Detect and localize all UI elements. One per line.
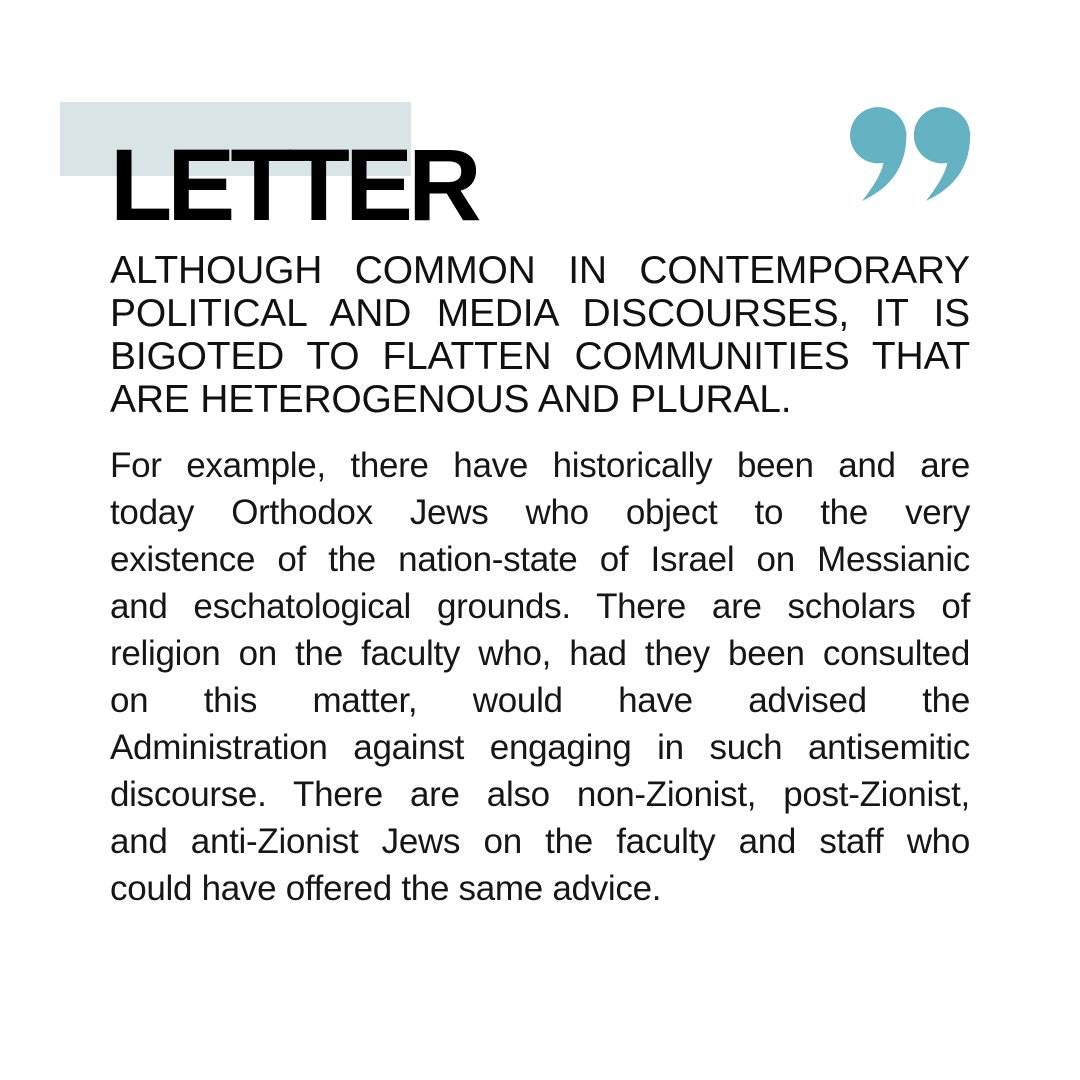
closing-double-quote-icon: [850, 106, 972, 202]
subheading-line: ALTHOUGH COMMON IN CONTEMPORARY: [110, 249, 970, 292]
page-title: LETTER: [110, 128, 477, 242]
subheading-line: BIGOTED TO FLATTEN COMMUNITIES THAT: [110, 335, 970, 378]
body-line: and anti-Zionist Jews on the faculty and staff who: [110, 822, 970, 861]
subheading-line: ARE HETEROGENOUS AND PLURAL.: [110, 378, 792, 421]
subheading: [110, 249, 970, 421]
body-line: today Orthodox Jews who object to the very: [110, 493, 970, 532]
body-line: For example, there have historically been and are: [110, 446, 970, 485]
body-paragraph: [110, 442, 970, 912]
subheading-line: POLITICAL AND MEDIA DISCOURSES, IT IS: [110, 292, 970, 335]
quote-mark-right: [914, 107, 970, 201]
body-line: on this matter, would have advised the: [110, 681, 970, 720]
body-line: existence of the nation-state of Israel on Messianic: [110, 540, 970, 579]
body-line: religion on the faculty who, had they been consulted: [110, 634, 970, 673]
quote-mark-left: [850, 107, 906, 201]
body-line: and eschatological grounds. There are scholars of: [110, 587, 970, 626]
body-line: Administration against engaging in such antisemitic: [110, 728, 970, 767]
body-line: could have offered the same advice.: [110, 869, 662, 908]
body-line: discourse. There are also non-Zionist, post-Zionist,: [110, 775, 970, 814]
